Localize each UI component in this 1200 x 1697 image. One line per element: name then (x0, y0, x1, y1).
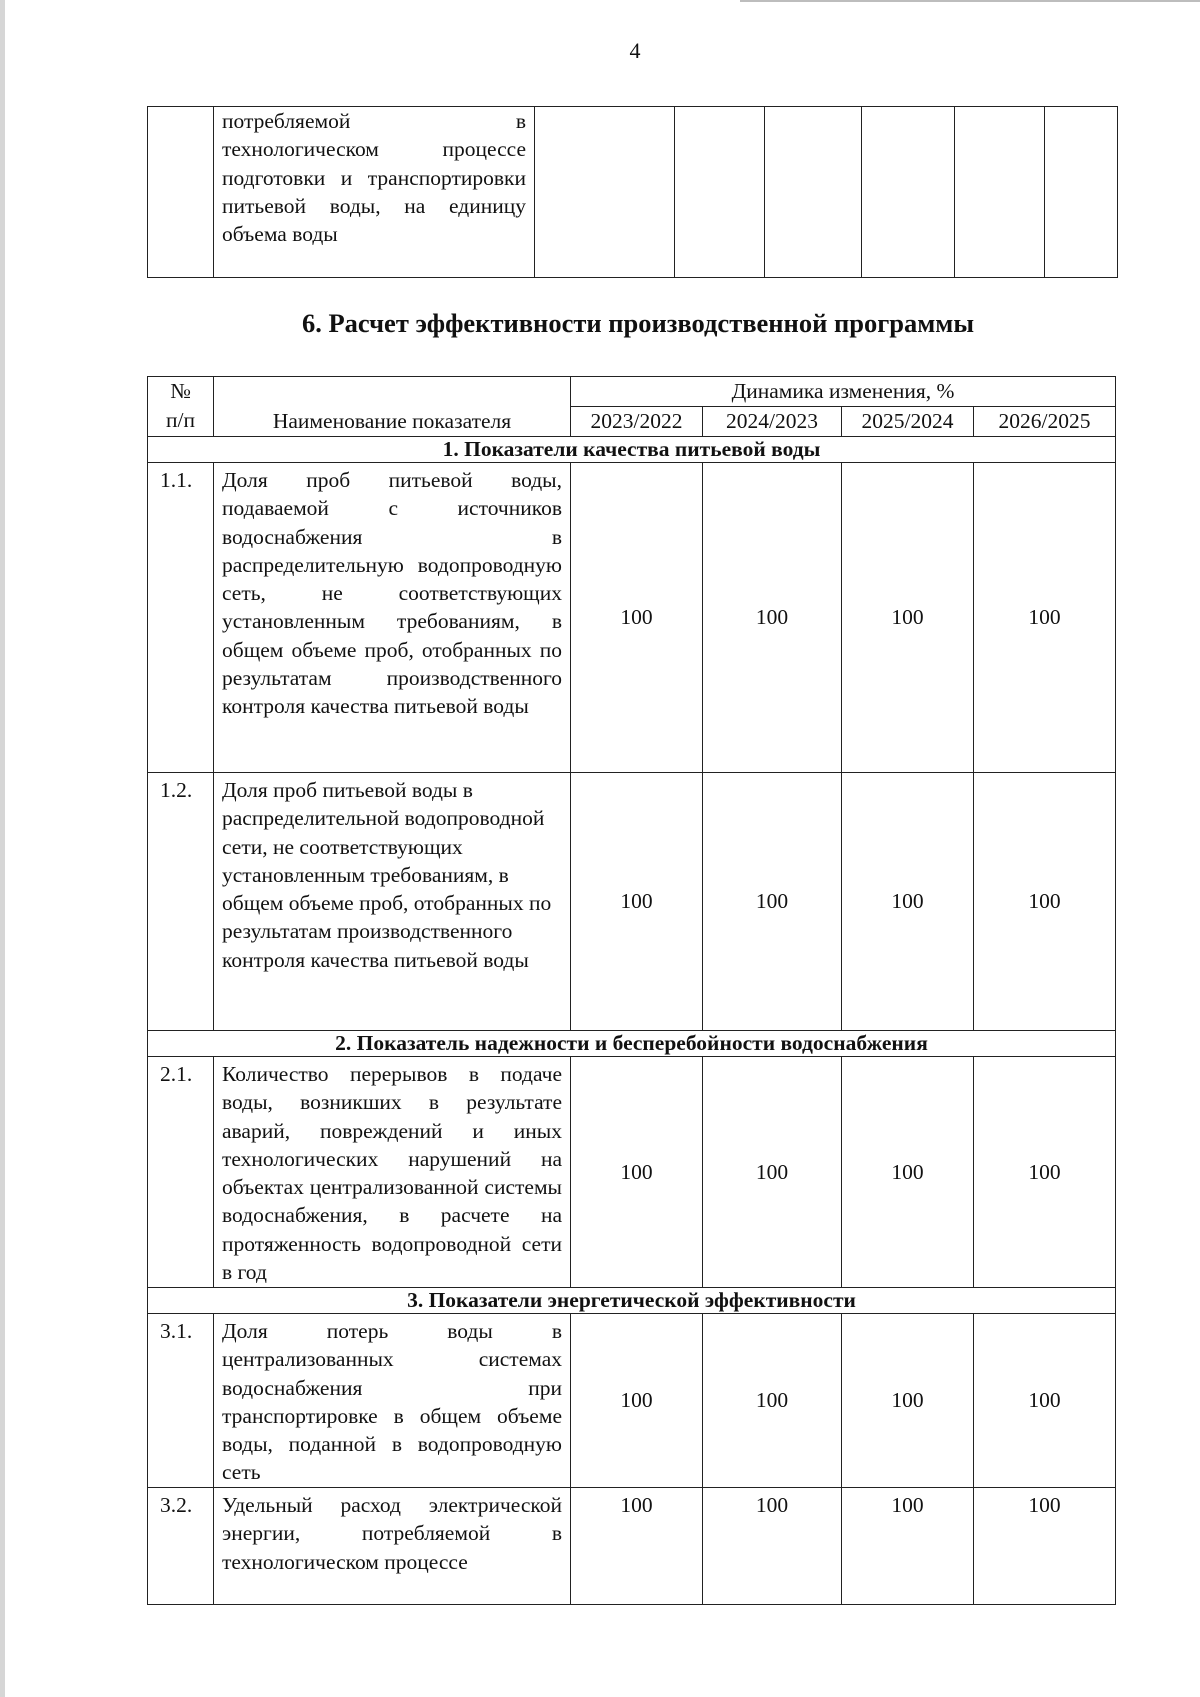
row-number: 3.2. (148, 1488, 214, 1605)
value-cell: 100 (571, 463, 703, 773)
value-cell: 100 (571, 1057, 703, 1288)
value-cell: 100 (974, 463, 1116, 773)
value-cell: 100 (571, 1314, 703, 1488)
indicator-name: Доля проб питьевой воды, подаваемой с источников водоснабжения в распределительную водопроводную сеть, не соответствующих установленным требованиям, в общем объеме проб, отобранных по результатам производственного контроля качества питьевой воды (214, 463, 571, 773)
value-cell: 100 (842, 463, 974, 773)
value-cell (862, 107, 955, 278)
value-cell: 100 (842, 1314, 974, 1488)
number-header-line2: п/п (166, 408, 195, 432)
table-row (148, 1488, 1116, 1605)
indicator-name: Доля проб питьевой воды в распределительной водопроводной сети, не соответствующих установленным требованиям, в общем объеме проб, отобранных по результатам производственного контроля качества питьевой воды (214, 773, 571, 1031)
value-cell: 100 (703, 1057, 842, 1288)
period-header: 2023/2022 (571, 407, 703, 437)
group-title: 3. Показатели энергетической эффективности (148, 1288, 1116, 1314)
value-cell (675, 107, 765, 278)
value-cell: 100 (703, 1488, 842, 1605)
efficiency-table (147, 376, 1116, 1605)
indicator-name-cell: потребляемой в технологическом процессе подготовки и транспортировки питьевой воды, на единицу объема воды (214, 107, 535, 278)
row-number: 1.2. (148, 773, 214, 1031)
page-number: 4 (629, 38, 641, 63)
period-header: 2026/2025 (974, 407, 1116, 437)
period-header: 2025/2024 (842, 407, 974, 437)
row-number: 3.1. (148, 1314, 214, 1488)
group-row (148, 1031, 1116, 1057)
value-cell: 100 (703, 463, 842, 773)
group-row (148, 437, 1116, 463)
value-cell: 100 (974, 1314, 1116, 1488)
value-cell: 100 (974, 1488, 1116, 1605)
value-cell: 100 (703, 1314, 842, 1488)
group-title: 2. Показатель надежности и бесперебойности водоснабжения (148, 1031, 1116, 1057)
value-cell: 100 (571, 1488, 703, 1605)
value-cell: 100 (571, 773, 703, 1031)
group-title: 1. Показатели качества питьевой воды (148, 437, 1116, 463)
value-cell (765, 107, 862, 278)
indicator-name: Количество перерывов в подаче воды, возникших в результате аварий, повреждений и иных технологических нарушений на объектах централизованной системы водоснабжения, в расчете на протяженность водопроводной сети в год (214, 1057, 571, 1288)
period-header: 2024/2023 (703, 407, 842, 437)
value-cell (535, 107, 675, 278)
dynamics-header: Динамика изменения, % (571, 377, 1116, 407)
continuation-table (147, 106, 1118, 278)
value-cell: 100 (974, 773, 1116, 1031)
group-row (148, 1288, 1116, 1314)
header-row (148, 377, 1116, 407)
value-cell: 100 (703, 773, 842, 1031)
table-row (148, 1057, 1116, 1288)
table-row (148, 107, 1118, 278)
indicator-name: Удельный расход электрической энергии, потребляемой в технологическом процессе (214, 1488, 571, 1605)
table-row (148, 1314, 1116, 1488)
value-cell: 100 (842, 773, 974, 1031)
value-cell: 100 (842, 1057, 974, 1288)
table-row (148, 773, 1116, 1031)
scan-edge-left (0, 0, 5, 1697)
row-number: 1.1. (148, 463, 214, 773)
indicator-name: Доля потерь воды в централизованных системах водоснабжения при транспортировке в общем объеме воды, поданной в водопроводную сеть (214, 1314, 571, 1488)
row-number: 2.1. (148, 1057, 214, 1288)
name-header: Наименование показателя (214, 377, 571, 437)
table-row (148, 463, 1116, 773)
number-header-line1: № (170, 379, 191, 403)
row-number-cell (148, 107, 214, 278)
value-cell (1045, 107, 1118, 278)
value-cell: 100 (974, 1057, 1116, 1288)
number-header (148, 377, 214, 437)
value-cell (955, 107, 1045, 278)
scan-edge-top (740, 0, 1200, 2)
value-cell: 100 (842, 1488, 974, 1605)
section-title: 6. Расчет эффективности производственной программы (301, 308, 975, 338)
